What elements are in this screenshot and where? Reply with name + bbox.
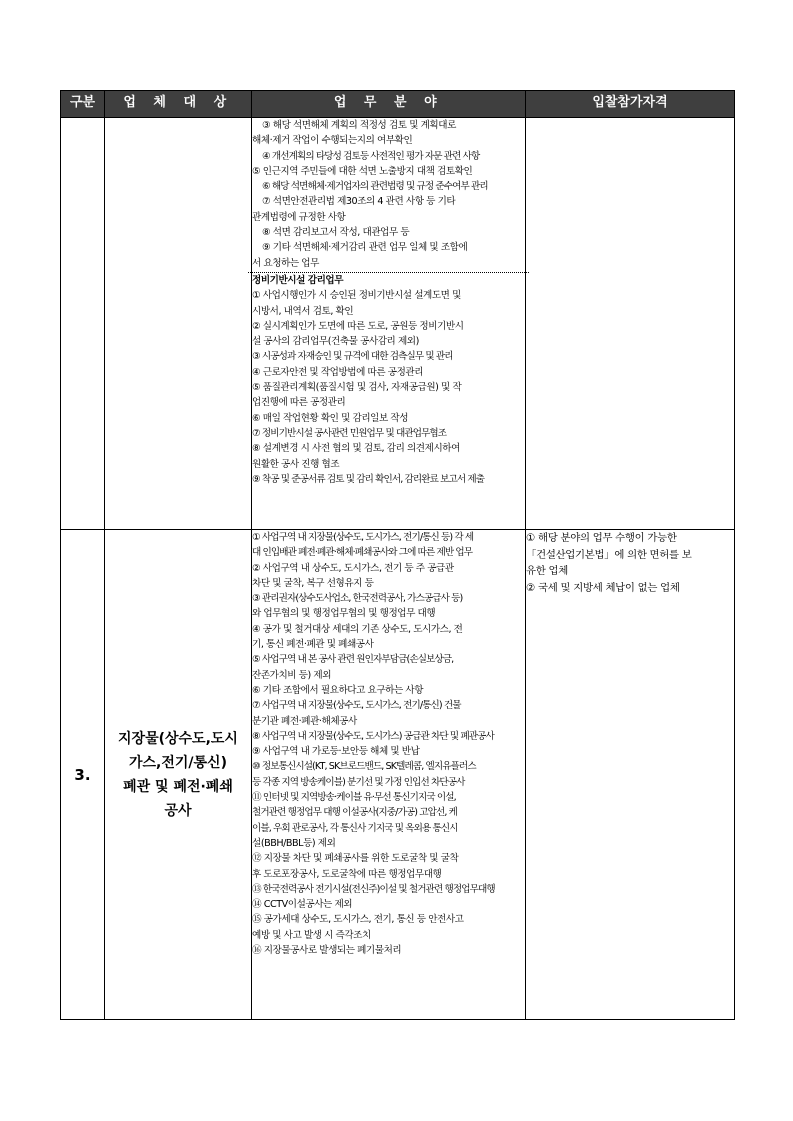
qualification-line: 「건설산업기본법」에 의한 면허를 보 — [526, 548, 692, 561]
work-line: ⑤ 인근지역 주민들에 대한 석면 노출방지 대책 검토확인 — [252, 165, 473, 177]
table-row — [61, 118, 735, 530]
work-line: ⑤ 사업구역 내 본 공사 관련 원인자부담금(손실보상금, — [252, 654, 454, 666]
row1-qualification — [526, 118, 735, 530]
work-line: ① 사업구역 내 지장물(상수도, 도시가스, 전기/통신 등) 각 세 — [252, 532, 474, 543]
section-divider — [248, 272, 529, 288]
row1-work-cell — [252, 118, 526, 530]
work-line: ⑮ 공가세대 상수도, 도시가스, 전기, 통신 등 안전사고 — [252, 914, 464, 926]
header-target-company: 업 체 대 상 — [105, 91, 252, 118]
table-row — [61, 530, 735, 1020]
work-line: ① 사업시행인가 시 승인된 정비기반시설 설계도면 및 — [252, 290, 461, 302]
work-line: ⑭ CCTV이설공사는 제외 — [252, 899, 353, 911]
qualification-line: ② 국세 및 지방세 체납이 없는 업체 — [526, 581, 680, 594]
work-line: ⑥ 기타 조합에서 필요하다고 요구하는 사항 — [252, 684, 424, 696]
target-line: 폐관 및 폐전·폐쇄 — [123, 778, 233, 795]
header-category: 구분 — [61, 91, 105, 118]
work-line: ⑫ 지장물 차단 및 폐쇄공사를 위한 도로굴착 및 굴착 — [252, 853, 459, 865]
work-line: ④ 공가 및 철거대상 세대의 기존 상수도, 도시가스, 전 — [252, 623, 463, 635]
work-line: ④ 근로자안전 및 작업방법에 따른 공정관리 — [252, 366, 424, 378]
work-line: ② 사업구역 내 상수도, 도시가스, 전기 등 주 공급관 — [252, 562, 454, 574]
row2-work-cell — [252, 530, 526, 1020]
work-line: ⑩ 정보통신시설(KT, SK브로드밴드, SK텔레콤, 엘지유플러스 — [252, 761, 476, 773]
table-header-row — [61, 91, 735, 118]
work-line: 관계법령에 규정한 사항 — [252, 211, 346, 223]
work-line: ⑦ 석면안전관리법 제30조의 4 관련 사항 등 기타 — [262, 196, 456, 208]
work-line: 업진행에 따른 공정관리 — [252, 397, 346, 409]
work-line: ⑥ 해당 석면해체·제거업자의 관련법령 및 규정 준수여부 관리 — [262, 181, 488, 193]
work-line: ③ 해당 석면해체 계획의 적정성 검토 및 계획대로 — [262, 120, 456, 131]
work-line: 해체·제거 작업이 수행되는지의 여부확인 — [252, 135, 413, 147]
work-line: 분기관 폐전·폐관·해체공사 — [252, 715, 357, 727]
work-line: ⑦ 정비기반시설 공사관련 민원업무 및 대관업무협조 — [252, 427, 447, 439]
target-line: 공사 — [164, 802, 192, 819]
work-line: ⑨ 기타 석면해체·제거감리 관련 업무 일체 및 조합에 — [262, 242, 468, 254]
qualification-line: ① 해당 분야의 업무 수행이 가능한 — [526, 532, 677, 544]
work-line: 원활한 공사 진행 협조 — [252, 458, 340, 470]
work-line: 예방 및 사고 발생 시 즉각조치 — [252, 929, 371, 941]
row2-qualification — [526, 530, 735, 1020]
work-line: ⑨ 착공 및 준공서류 검토 및 감리 확인서, 감리완료 보고서 제출 — [252, 473, 485, 485]
work-line: ② 실시계획인가 도면에 따른 도로, 공원등 정비기반시 — [252, 320, 464, 332]
work-line: ⑪ 인터넷 및 지역방송·케이블 유·무선 통신기지국 이설, — [252, 792, 456, 804]
work-line: ⑥ 매일 작업현황 확인 및 감리일보 작성 — [252, 412, 409, 424]
section-heading: 정비기반시설 감리업무 — [252, 274, 344, 286]
work-line: 이블, 우회 관로공사, 각 통신사 기지국 및 옥외용 통신시 — [252, 822, 458, 834]
work-line: ⑧ 설계변경 시 사전 협의 및 검토, 감리 의견제시하여 — [252, 443, 460, 455]
work-line: 철거관련 행정업무 대행 이설공사(지중/가공) 고압선, 케 — [252, 807, 458, 819]
work-line: ③ 시공성과 자재승인 및 규격에 대한 검측실무 및 관리 — [252, 351, 453, 363]
work-line: 차단 및 굴착, 복구 선형유지 등 — [252, 577, 374, 589]
qualification-line: 유한 업체 — [526, 565, 568, 578]
work-line: ⑯ 지장물공사로 발생되는 폐기물처리 — [252, 945, 402, 957]
work-line: ⑧ 사업구역 내 지장물(상수도, 도시가스) 공급관 차단 및 폐관공사 — [252, 730, 494, 742]
row1-target — [105, 118, 252, 530]
work-line: 시방서, 내역서 검토, 확인 — [252, 305, 354, 317]
work-line: 서 요청하는 업무 — [252, 257, 319, 269]
work-line: ⑨ 사업구역 내 가로등·보안등 해체 및 반납 — [252, 746, 420, 758]
work-line: 설(BBH/BBL등) 제외 — [252, 837, 336, 849]
work-line: ⑦ 사업구역 내 지장물(상수도, 도시가스, 전기/통신) 건물 — [252, 700, 461, 712]
target-line: 가스,전기/통신) — [129, 754, 227, 771]
target-line: 지장물(상수도,도시 — [118, 730, 238, 747]
row2-target — [105, 530, 252, 1020]
work-line: ⑤ 품질관리계획(품질시험 및 검사, 자재공급원) 및 작 — [252, 382, 462, 394]
work-line: ④ 개선계획의 타당성 검토등 사전적인 평가 자문 관련 사항 — [262, 150, 480, 162]
work-line: ⑬ 한국전력공사 전기시설(전신주)이설 및 철거관련 행정업무대행 — [252, 883, 495, 895]
row2-number: 3. — [61, 530, 105, 1020]
work-line: 후 도로포장공사, 도로굴착에 따른 행정업무대행 — [252, 868, 442, 880]
work-line: 잔존가치비 등) 제외 — [252, 669, 332, 681]
work-line: 설 공사의 감리업무(건축물 공사감리 제외) — [252, 336, 419, 348]
header-bid-qualification: 입찰참가자격 — [526, 91, 735, 118]
work-line: 대 인입배관 폐전·폐관·해체·폐쇄공사와 그에 따른 제반 업무 — [252, 547, 473, 559]
qualification-table — [60, 90, 735, 1020]
work-line: 와 업무협의 및 행정업무협의 및 행정업무 대행 — [252, 608, 436, 620]
header-work-field: 업 무 분 야 — [252, 91, 526, 118]
work-line: ⑧ 석면 감리보고서 작성, 대관업무 등 — [262, 227, 410, 239]
work-line: ③ 관리권자(상수도사업소, 한국전력공사, 가스공급사 등) — [252, 593, 463, 605]
work-line: 기, 통신 폐전·폐관 및 폐쇄공사 — [252, 639, 374, 651]
row1-number — [61, 118, 105, 530]
work-line: 등 각종 지역 방송케이블) 분기선 및 가정 인입선 차단공사 — [252, 776, 465, 788]
